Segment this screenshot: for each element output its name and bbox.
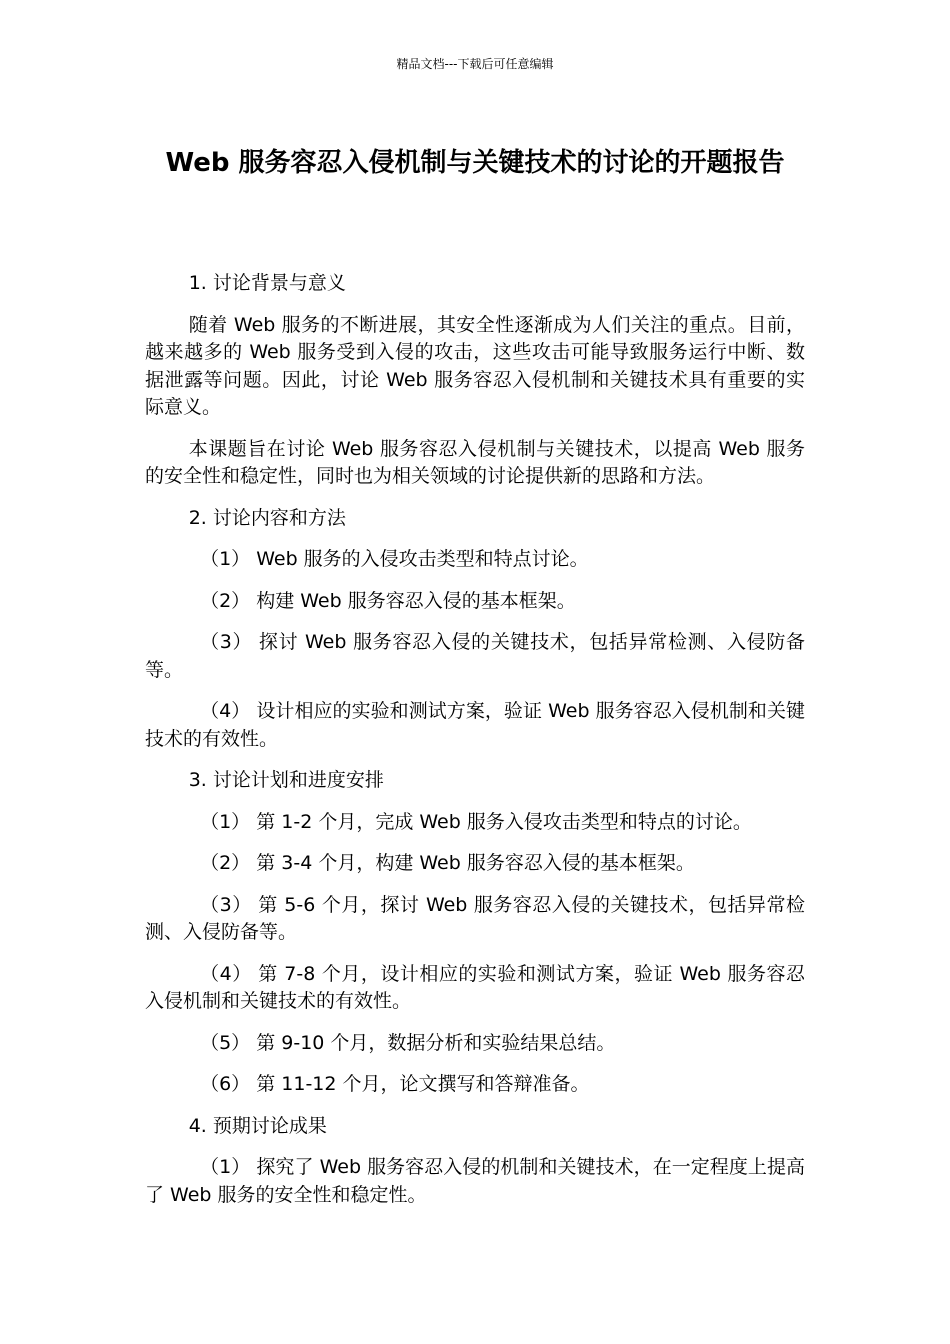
list-item: （1） Web 服务的入侵攻击类型和特点讨论。 bbox=[200, 548, 589, 570]
page-title: Web 服务容忍入侵机制与关键技术的讨论的开题报告 bbox=[165, 148, 785, 178]
list-item: （2） 第 3-4 个月，构建 Web 服务容忍入侵的基本框架。 bbox=[200, 852, 695, 874]
list-item: （2） 构建 Web 服务容忍入侵的基本框架。 bbox=[200, 589, 576, 612]
list-item: （1） 第 1-2 个月，完成 Web 服务入侵攻击类型和特点的讨论。 bbox=[200, 810, 752, 833]
list-item: （3） 第 5-6 个月，探讨 Web 服务容忍入侵的关键技术，包括异常检测、入侵防备等。 bbox=[145, 893, 805, 943]
section-heading-background: 1. 讨论背景与意义 bbox=[188, 272, 346, 294]
list-item: （5） 第 9-10 个月，数据分析和实验结果总结。 bbox=[200, 1031, 616, 1054]
section-heading-expected-results: 4. 预期讨论成果 bbox=[188, 1114, 327, 1137]
paragraph-objective: 本课题旨在讨论 Web 服务容忍入侵机制与关键技术，以提高 Web 服务的安全性和稳定性，同时也为相关领域的讨论提供新的思路和方法。 bbox=[145, 437, 805, 487]
document-body bbox=[145, 270, 805, 1223]
list-item: （3） 探讨 Web 服务容忍入侵的关键技术，包括异常检测、入侵防备等。 bbox=[145, 631, 805, 681]
list-item: （4） 第 7-8 个月，设计相应的实验和测试方案，验证 Web 服务容忍入侵机制和关键技术的有效性。 bbox=[145, 962, 805, 1012]
list-item: （1） 探究了 Web 服务容忍入侵的机制和关键技术，在一定程度上提高了 Web 服务的安全性和稳定性。 bbox=[145, 1156, 805, 1206]
paragraph-background: 随着 Web 服务的不断进展，其安全性逐渐成为人们关注的重点。目前，越来越多的 Web 服务受到入侵的攻击，这些攻击可能导致服务运行中断、数据泄露等问题。因此，讨论 Web 服务容忍入侵机制和关键技术具有重要的实际意义。 bbox=[145, 313, 805, 418]
header-note: 精品文档---下载后可任意编辑 bbox=[396, 57, 554, 71]
section-heading-schedule: 3. 讨论计划和进度安排 bbox=[188, 769, 384, 791]
list-item: （6） 第 11-12 个月，论文撰写和答辩准备。 bbox=[200, 1073, 590, 1095]
section-heading-content-methods: 2. 讨论内容和方法 bbox=[188, 506, 346, 529]
list-item: （4） 设计相应的实验和测试方案，验证 Web 服务容忍入侵机制和关键技术的有效性。 bbox=[145, 700, 805, 750]
